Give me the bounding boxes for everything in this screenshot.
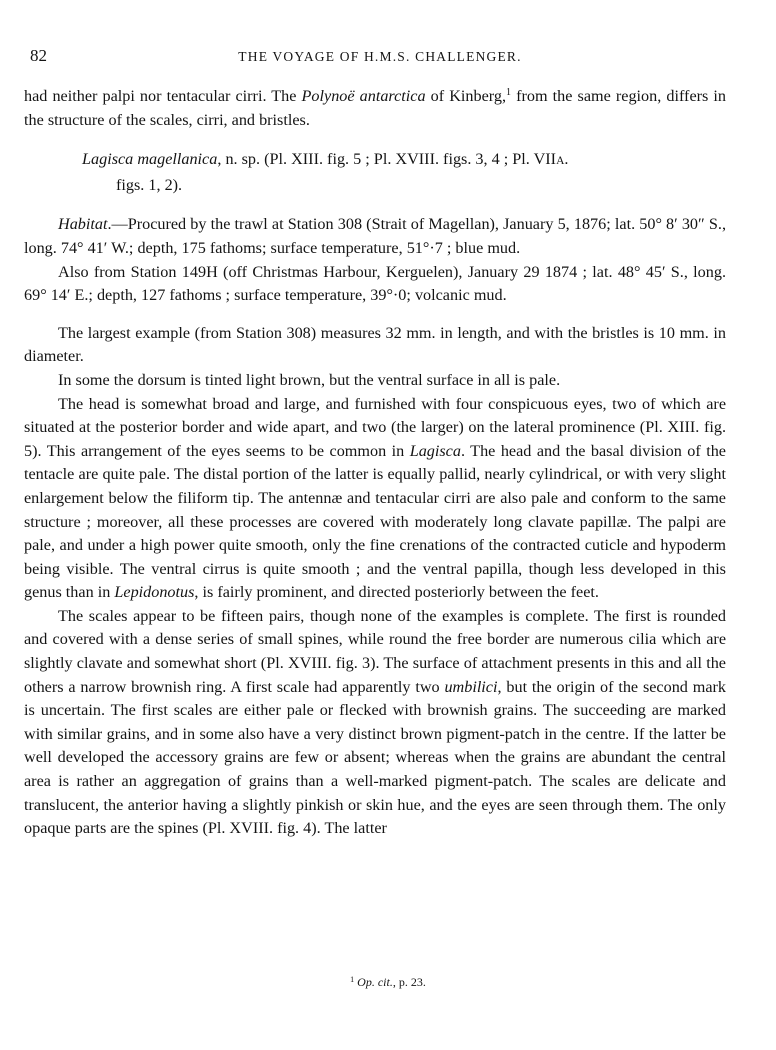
page-header (30, 46, 730, 70)
footnote (0, 975, 776, 990)
species-name: Polynoë antarctica (301, 87, 426, 105)
paragraph-largest-example: The largest example (from Station 308) measures 32 mm. in length, and with the bristles is 10 mm. in diameter. (24, 323, 726, 366)
term-umbilici: umbilici (444, 677, 498, 696)
running-title: THE VOYAGE OF H.M.S. CHALLENGER. (238, 49, 522, 64)
species-heading: Lagisca magellanica, n. sp. (Pl. XIII. fig. 5 ; Pl. XVIII. figs. 3, 4 ; Pl. VIIA. figs. 1, 2). (82, 150, 569, 194)
paragraph-dorsum: In some the dorsum is tinted light brown, but the ventral surface in all is pale. (58, 370, 561, 389)
species-heading-name: Lagisca magellanica (82, 150, 218, 169)
footnote-reference-title: Op. cit. (357, 975, 393, 989)
paragraph-polynoe: had neither palpi nor tentacular cirri. The Polynoë antarctica of Kinberg,$^1$ from the same region, differs in the structure of the scales, cirri, and bristles. (24, 87, 726, 129)
habitat-paragraph-2: Also from Station 149H (off Christmas Harbour, Kerguelen), January 29 1874 ; lat. 48° 45′ S., long. 69° 14′ E.; depth, 127 fathoms ; surface temperature, 39°·0; volcanic mud. (24, 262, 726, 305)
habitat-label: Habitat (58, 215, 108, 234)
page-number: 82 (30, 46, 47, 65)
habitat-paragraph: Habitat.—Procured by the trawl at Station 308 (Strait of Magellan), January 5, 1876; lat. 50° 8′ 30″ S., long. 74° 41′ W.; depth, 175 fathoms; surface temperature, 51°·7 ; blue mud. (24, 215, 726, 257)
footnote-marker: 1 (350, 975, 355, 984)
genus-lagisca: Lagisca (409, 441, 461, 460)
text-body (24, 85, 726, 841)
genus-lepidonotus: Lepidonotus (114, 583, 195, 602)
paragraph-head: The head is somewhat broad and large, and furnished with four conspicuous eyes, two of which are situated at the posterior border and wide apart, and two (the larger) on the lateral prominence (Pl. XIII. fig. 5). This arrangement of the eyes seems to be common in Lagisca. The head and the basal division of the tentacle are quite pale. The distal portion of the latter is equally pallid, nearly cylindrical, or with very slight enlargement below the filiform tip. The antennæ and tentacular cirri are also pale and conform to the same structure ; moreover, all these processes are covered with moderately long clavate papillæ. The palpi are pale, and under a high power quite smooth, only the fine crenations of the contracted cuticle and hypoderm being visible. The ventral cirrus is quite smooth ; and the ventral papilla, though less developed in this genus than in Lepidonotus, is fairly prominent, and directed posteriorly between the feet. (24, 394, 726, 602)
footnote-reference: 1 (506, 87, 512, 98)
paragraph-scales: The scales appear to be fifteen pairs, though none of the examples is complete. The first is rounded and covered with a dense series of small spines, while round the free border are numerous cilia which are slightly clavate and somewhat short (Pl. XVIII. fig. 3). The surface of attachment presents in this and all the others a narrow brownish ring. A first scale had apparently two umbilici, but the origin of the second mark is uncertain. The first scales are either pale or flecked with brownish grains. The succeeding are marked with similar grains, and in some also have a very distinct brown pigment-patch in the centre. If the latter be well developed the accessory grains are few or absent; whereas when the grains are abundant the central area is rather an aggregation of grains than a well-marked pigment-patch. The scales are delicate and translucent, the anterior having a slightly pinkish or skin hue, and the eyes are seen through them. The only opaque parts are the spines (Pl. XVIII. fig. 4). The latter (24, 606, 726, 838)
footnote-text: , p. 23. (392, 975, 426, 989)
